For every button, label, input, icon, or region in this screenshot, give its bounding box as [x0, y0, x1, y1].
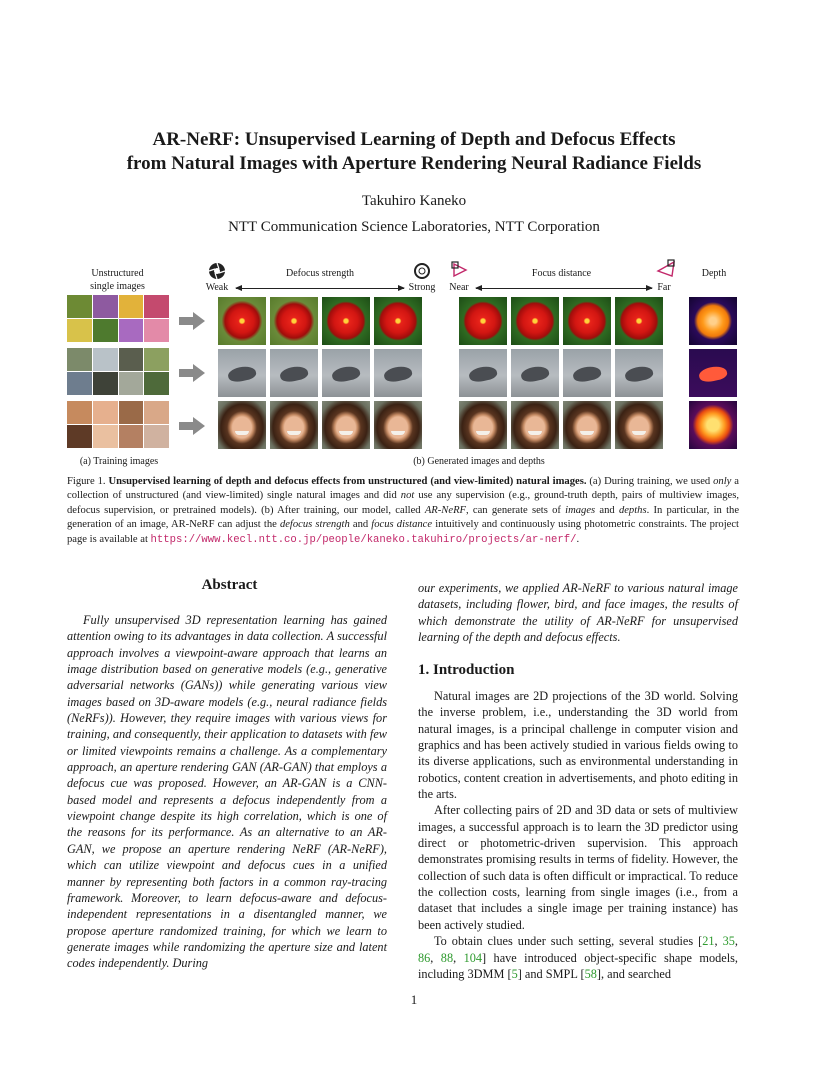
generated-image: [615, 297, 663, 345]
generated-image: [218, 349, 266, 397]
abstract-heading: Abstract: [201, 577, 258, 593]
figure-1: [0, 0, 828, 470]
project-url-part-2[interactable]: jp/people/kaneko.takuhiro/projects/ar-nerf/: [303, 533, 577, 546]
caption-text: . In particular, in the generation of an image, AR-NeRF can adjust the: [67, 504, 740, 531]
arrow-right-icon: [179, 312, 205, 330]
arrow-right-icon: [179, 364, 205, 382]
paper-title-line-2: from Natural Images with Aperture Rendering Neural Radiance Fields: [126, 153, 702, 174]
generated-image: [322, 401, 370, 449]
caption-emph: focus distance: [371, 519, 433, 531]
generated-image: [322, 349, 370, 397]
generated-image: [459, 349, 507, 397]
caption-emph: images: [565, 504, 596, 516]
far-label: Far: [657, 282, 671, 293]
generated-image: [615, 349, 663, 397]
generated-image: [459, 297, 507, 345]
generated-image: [270, 349, 318, 397]
intro-paragraph-3: [418, 933, 738, 982]
generated-image: [563, 401, 611, 449]
generated-image: [218, 297, 266, 345]
caption-text: a collection of unstructured (and view-limited) single natural images and did: [67, 476, 739, 502]
introduction-heading: 1. Introduction: [418, 662, 515, 678]
abstract-text: Fully unsupervised 3D representation learning has gained attention owing to its advantages in data collection. A successful approach involves a viewpoint-aware approach that learns an image distribution based on generative models (e.g., generative adversarial networks (GANs)) while generating various view images based on 3D-aware models (e.g., neural radiance fields (NeRFs)). However, they require images with various views for training, and consequently, their application to datasets with few or limited viewpoints remains a challenge. As a complementary approach, an aperture rendering GAN (AR-GAN) that employs a defocus cue was proposed. However, an AR-GAN is a CNN-based model and represents a defocus independently from a viewpoint change despite its high correlation, which is one of the reasons for its performance. As an alternative to an AR-GAN, we propose an aperture rendering NeRF (AR-NeRF), which can utilize viewpoint and defocus cues in a unified manner by representing both factors in a common ray-tracing framework. Moreover, to learn defocus-aware and defocus-independent representations in a disentangled manner, we propose aperture randomized training, for which we learn to generate images while randomizing the aperture size and latent codes independently. During: [67, 613, 387, 971]
near-label: Near: [449, 282, 469, 293]
intro-text: ] have introduced object-specific shape models, including 3DMM [: [418, 950, 738, 981]
unstructured-label-2: single images: [90, 281, 145, 292]
caption-emph: not: [400, 490, 415, 502]
introduction-body: [418, 688, 738, 982]
generated-image: [374, 349, 422, 397]
intro-text: ] and SMPL [: [517, 966, 585, 981]
focus-arrow: [476, 288, 652, 289]
caption-text: , can generate sets of: [466, 504, 566, 516]
generated-image: [270, 401, 318, 449]
subcaption-b: (b) Generated images and depths: [413, 456, 545, 467]
depth-map: [689, 297, 737, 345]
citation-link[interactable]: 86: [418, 950, 431, 965]
page-number: 1: [410, 992, 418, 1007]
training-images-flower: [67, 295, 169, 342]
caption-emph: AR-NeRF: [424, 504, 467, 516]
camera-near-icon: [451, 261, 469, 279]
generated-image: [511, 349, 559, 397]
arrow-right-icon: [179, 417, 205, 435]
abstract-continued-text: our experiments, we applied AR-NeRF to various natural image datasets, including flower, bird, and face images, the results of which demonstrate the utility of AR-NeRF for unsupervised learning of the depth and defocus effects.: [418, 581, 738, 645]
strong-label: Strong: [408, 282, 436, 293]
affiliation: NTT Communication Science Laboratories, NTT Corporation: [228, 219, 600, 235]
caption-emph: defocus strength: [279, 519, 350, 531]
author: Takuhiro Kaneko: [361, 193, 467, 209]
subcaption-a: (a) Training images: [79, 456, 159, 467]
generated-image: [615, 401, 663, 449]
intro-text: ,: [430, 950, 441, 965]
weak-label: Weak: [205, 282, 229, 293]
depth-map: [689, 401, 737, 449]
unstructured-label-1: Unstructured: [91, 268, 144, 279]
generated-image: [374, 401, 422, 449]
depth-label: Depth: [701, 268, 727, 279]
caption-emph: depths: [618, 504, 647, 516]
generated-image: [322, 297, 370, 345]
citation-link[interactable]: 21: [702, 934, 715, 949]
figure-caption: [67, 475, 739, 547]
generated-image: [563, 349, 611, 397]
abstract-continued: [418, 580, 738, 645]
generated-image: [563, 297, 611, 345]
intro-paragraph-1: Natural images are 2D projections of the 3D world. Solving the inverse problem, i.e., understanding the 3D world from natural images, is a principal challenge in computer vision and graphics and has been actively studied in various fields owing to its diverse applications, such as environmental understanding in robotics, content creation in advertisements, and photo editing in the arts.: [418, 689, 738, 802]
aperture-narrow-icon: [413, 262, 431, 280]
abstract-body: [67, 612, 387, 972]
focus-distance-label: Focus distance: [531, 268, 592, 279]
intro-text: ,: [453, 950, 464, 965]
aperture-wide-icon: [208, 262, 226, 280]
caption-bold: Unsupervised learning of depth and defocus effects from unstructured (and view-limited) natural images.: [108, 476, 587, 487]
caption-text: use any supervision (e.g., ground-truth depth, pairs of multiview images, defocus supervision, or pretrained models). (b) After training, our model, called: [67, 490, 739, 516]
intro-text: ,: [734, 934, 738, 949]
citation-link[interactable]: 88: [440, 950, 454, 965]
caption-text: and: [595, 504, 619, 516]
paper-title-line-1: AR-NeRF: Unsupervised Learning of Depth and Defocus Effects: [152, 129, 676, 150]
caption-text: and: [349, 519, 372, 531]
generated-image: [459, 401, 507, 449]
depth-map: [689, 349, 737, 397]
generated-image: [511, 401, 559, 449]
citation-link[interactable]: 35: [722, 934, 735, 949]
generated-image: [511, 297, 559, 345]
generated-image: [218, 401, 266, 449]
caption-text: intuitively and continuously using photometric constraints. The project page is available at: [67, 519, 740, 545]
training-images-face: [67, 401, 169, 448]
defocus-strength-label: Defocus strength: [285, 268, 355, 279]
caption-text: .: [576, 533, 580, 545]
caption-text: (a) During training, we used: [586, 476, 714, 487]
intro-text: ,: [714, 934, 723, 949]
citation-link[interactable]: 5: [511, 966, 518, 981]
caption-prefix: Figure 1.: [67, 476, 109, 487]
citation-link[interactable]: 104: [463, 950, 483, 965]
defocus-arrow: [236, 288, 404, 289]
generated-image: [374, 297, 422, 345]
intro-paragraph-2: After collecting pairs of 2D and 3D data or sets of multiview images, a successful approach is to learn the 3D predictor using direct or photometric-driven supervision. This approach demonstrates promising results in terms of fidelity. However, the collection of such data is often difficult or impractical. To reduce the collection costs, learning from single images (i.e., from a dataset that includes a single image per training instance) has been actively studied.: [418, 803, 738, 932]
generated-image: [270, 297, 318, 345]
camera-far-icon: [654, 259, 676, 279]
intro-text: To obtain clues under such setting, several studies [: [434, 934, 703, 949]
citation-link[interactable]: 58: [584, 966, 597, 981]
project-url-part-1[interactable]: https://www.kecl.ntt.co.: [150, 533, 304, 546]
training-images-bird: [67, 348, 169, 395]
intro-text: ], and searched: [596, 966, 671, 981]
caption-emph: only: [713, 476, 732, 487]
